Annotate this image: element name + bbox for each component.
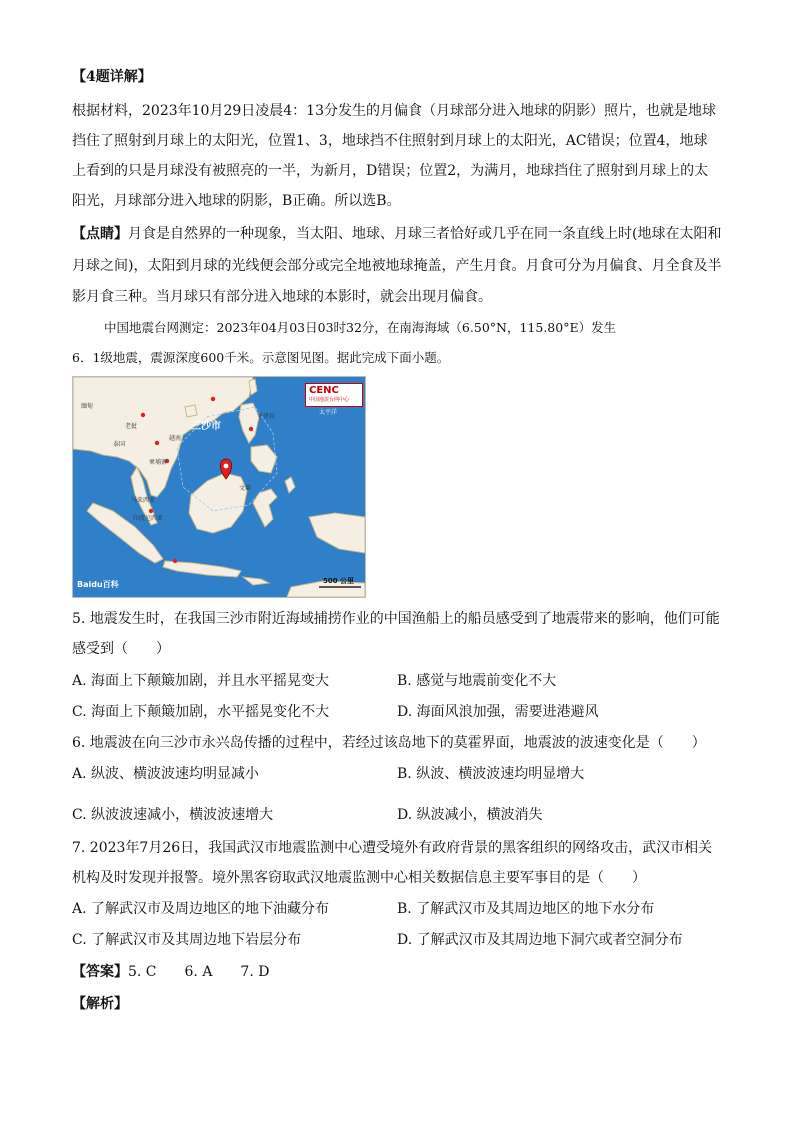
city-dot — [249, 427, 253, 431]
q4-text-line-2: 挡住了照射到月球上的太阳光，位置1、3，地球挡不住照射到月球上的太阳光，AC错误；位置4，地球 — [72, 133, 708, 149]
material-line-2: 6．1级地震，震源深度600千米。示意图见图。据此完成下面小题。 — [72, 350, 450, 365]
material-line-1: 中国地震台网测定：2023年04月03日03时32分，在南海海域（6.50°N，115.80°E）发生 — [104, 320, 617, 335]
answer-line — [72, 962, 269, 982]
epicenter-pin-dot — [224, 464, 229, 469]
section-heading-q4: 【4题详解】 — [72, 69, 152, 85]
analysis-heading: 【解析】 — [72, 996, 128, 1012]
q5-stem-line-1: 5. 地震发生时，在我国三沙市附近海域捕捞作业的中国渔船上的船员感受到了地震带来的影响，他们可能 — [72, 611, 720, 627]
earthquake-map — [72, 376, 366, 598]
q5-stem-line-2: 感受到（ ） — [72, 641, 170, 657]
q4-text-line-3: 上看到的只是月球没有被照亮的一半，为新月，D错误；位置2，为满月，地球挡住了照射到月球上的太 — [72, 163, 709, 179]
map-label: 印度尼西亚 — [133, 515, 164, 522]
q5-option-b: B. 感觉与地震前变化不大 — [397, 673, 557, 689]
hainan-island — [185, 405, 197, 417]
map-label: 菲律宾 — [257, 413, 276, 420]
cenc-logo — [305, 383, 363, 407]
q5-option-d: D. 海面风浪加强，需要进港避风 — [397, 704, 599, 720]
map-label: 文莱 — [239, 485, 252, 492]
cenc-logo-subtext: 中国地震台网中心 — [309, 397, 350, 403]
q6-option-c: C. 纵波波速减小，横波波速增大 — [72, 807, 274, 823]
map-label-sansha: 三沙市 — [191, 421, 221, 432]
answer-label: 【答案】 — [72, 964, 128, 980]
map-label: 泰国 — [113, 441, 126, 448]
q4-text-line-4: 阳光，月球部分进入地球的阴影，B正确。所以选B。 — [72, 193, 401, 209]
map-label: 柬埔寨 — [149, 459, 168, 466]
q6-option-a: A. 纵波、横波波速均明显减小 — [72, 766, 260, 782]
point-paragraph-line-3: 影月食三种。当月球只有部分进入地球的本影时，就会出现月偏食。 — [72, 289, 492, 305]
q6-stem-line-1: 6. 地震波在向三沙市永兴岛传播的过程中，若经过该岛地下的莫霍界面，地震波的波速变化是（ ） — [72, 735, 706, 751]
city-dot — [141, 413, 145, 417]
map-label: 太平洋 — [319, 409, 338, 416]
point-paragraph-line-1 — [72, 224, 721, 244]
q4-text-line-1: 根据材料，2023年10月29日凌晨4：13分发生的月偏食（月球部分进入地球的阴影）照片，也就是地球 — [72, 103, 716, 119]
city-dot — [173, 559, 177, 563]
cenc-logo-text: CENC — [309, 385, 339, 396]
map-label: 缅甸 — [81, 403, 94, 410]
city-dot — [155, 441, 159, 445]
q7-option-a: A. 了解武汉市及周边地区的地下油藏分布 — [72, 901, 330, 917]
city-dot — [211, 397, 215, 401]
baidu-watermark: Baidu百科 — [77, 580, 119, 589]
q5-option-a: A. 海面上下颠簸加剧，并且水平摇晃变大 — [72, 673, 330, 689]
point-text: 月食是自然界的一种现象，当太阳、地球、月球三者恰好或几乎在同一条直线上时(地球在太阳和 — [128, 226, 722, 242]
point-paragraph-line-2: 月球之间)，太阳到月球的光线便会部分或完全地被地球掩盖，产生月食。月食可分为月偏食、月全食及半 — [72, 258, 722, 274]
q7-option-c: C. 了解武汉市及其周边地下岩层分布 — [72, 932, 302, 948]
map-label: 老挝 — [125, 423, 138, 430]
q5-option-c: C. 海面上下颠簸加剧，水平摇晃变化不大 — [72, 704, 330, 720]
map-label: 越南 — [169, 435, 182, 442]
map-label: 马来西亚 — [131, 497, 156, 504]
q7-option-b: B. 了解武汉市及其周边地区的地下水分布 — [397, 901, 655, 917]
point-heading: 【点睛】 — [72, 226, 128, 242]
q7-stem-line-1: 7. 2023年7月26日，我国武汉市地震监测中心遭受境外有政府背景的黑客组织的网络攻击，武汉市相关 — [72, 840, 713, 856]
q7-option-d: D. 了解武汉市及其周边地下洞穴或者空洞分布 — [397, 932, 683, 948]
answer-text: 5. C 6. A 7. D — [128, 964, 270, 980]
scale-label: 500 公里 — [323, 577, 355, 585]
q6-option-d: D. 纵波减小，横波消失 — [397, 807, 543, 823]
q6-option-b: B. 纵波、横波波速均明显增大 — [397, 766, 585, 782]
q7-stem-line-2: 机构及时发现并报警。境外黑客窃取武汉地震监测中心相关数据信息主要军事目的是（ ） — [72, 870, 646, 886]
